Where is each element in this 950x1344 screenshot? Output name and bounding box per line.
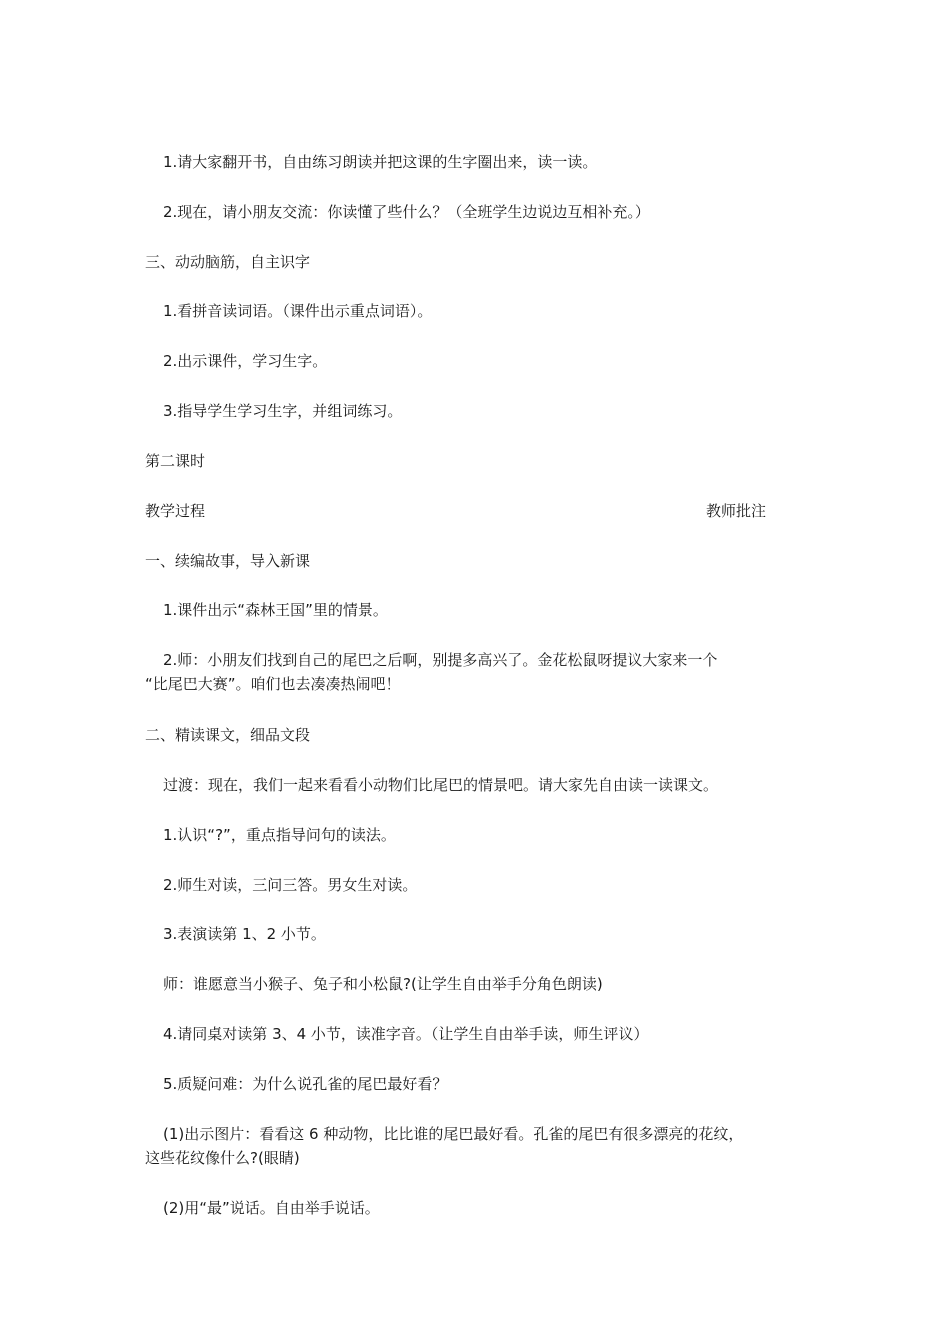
paragraph-transition: 过渡：现在，我们一起来看看小动物们比尾巴的情景吧。请大家先自由读一读课文。 bbox=[163, 776, 719, 794]
paragraph-peacock-question: 5.质疑问难：为什么说孔雀的尾巴最好看？ bbox=[163, 1075, 448, 1093]
paragraph-courseware: 2.出示课件，学习生字。 bbox=[163, 352, 328, 370]
section-heading-story: 一、续编故事，导入新课 bbox=[145, 552, 311, 570]
tail-contest-line-2: “比尾巴大赛”。咱们也去凑凑热闹吧！ bbox=[145, 675, 401, 693]
show-pictures-line-2: 这些花纹像什么?(眼睛) bbox=[145, 1149, 300, 1167]
section-heading-literacy: 三、动动脑筋，自主识字 bbox=[145, 253, 311, 271]
paragraph-guide-practice: 3.指导学生学习生字，并组词练习。 bbox=[163, 402, 403, 420]
table-header-notes: 教师批注 bbox=[706, 502, 767, 520]
show-pictures-line-1: (1)出示图片：看看这 6 种动物，比比谁的尾巴最好看。孔雀的尾巴有很多漂亮的花纹， bbox=[163, 1125, 744, 1143]
paragraph-tail-contest bbox=[145, 648, 815, 696]
paragraph-most-speaking: (2)用“最”说话。自由举手说话。 bbox=[163, 1199, 380, 1217]
table-header-process: 教学过程 bbox=[145, 502, 206, 520]
paragraph-question-mark: 1.认识“?”，重点指导问句的读法。 bbox=[163, 826, 396, 844]
paragraph-desk-mate-reading: 4.请同桌对读第 3、4 小节，读准字音。（让学生自由举手读，师生评议） bbox=[163, 1025, 649, 1043]
paragraph-show-pictures bbox=[145, 1122, 815, 1170]
paragraph-performance-reading: 3.表演读第 1、2 小节。 bbox=[163, 925, 326, 943]
paragraph-read-book: 1.请大家翻开书，自由练习朗读并把这课的生字圈出来，读一读。 bbox=[163, 153, 598, 171]
paragraph-pinyin: 1.看拼音读词语。（课件出示重点词语）。 bbox=[163, 302, 433, 320]
paragraph-dialogue-reading: 2.师生对读，三问三答。男女生对读。 bbox=[163, 876, 418, 894]
paragraph-forest-kingdom: 1.课件出示“森林王国”里的情景。 bbox=[163, 601, 388, 619]
paragraph-exchange: 2.现在，请小朋友交流：你读懂了些什么？（全班学生边说边互相补充。） bbox=[163, 203, 650, 221]
tail-contest-line-1: 2.师：小朋友们找到自己的尾巴之后啊，别提多高兴了。金花松鼠呀提议大家来一个 bbox=[163, 651, 718, 669]
paragraph-role-reading: 师：谁愿意当小猴子、兔子和小松鼠?(让学生自由举手分角色朗读) bbox=[163, 975, 603, 993]
lesson-two-title: 第二课时 bbox=[145, 452, 206, 470]
section-heading-reading: 二、精读课文，细品文段 bbox=[145, 726, 311, 744]
